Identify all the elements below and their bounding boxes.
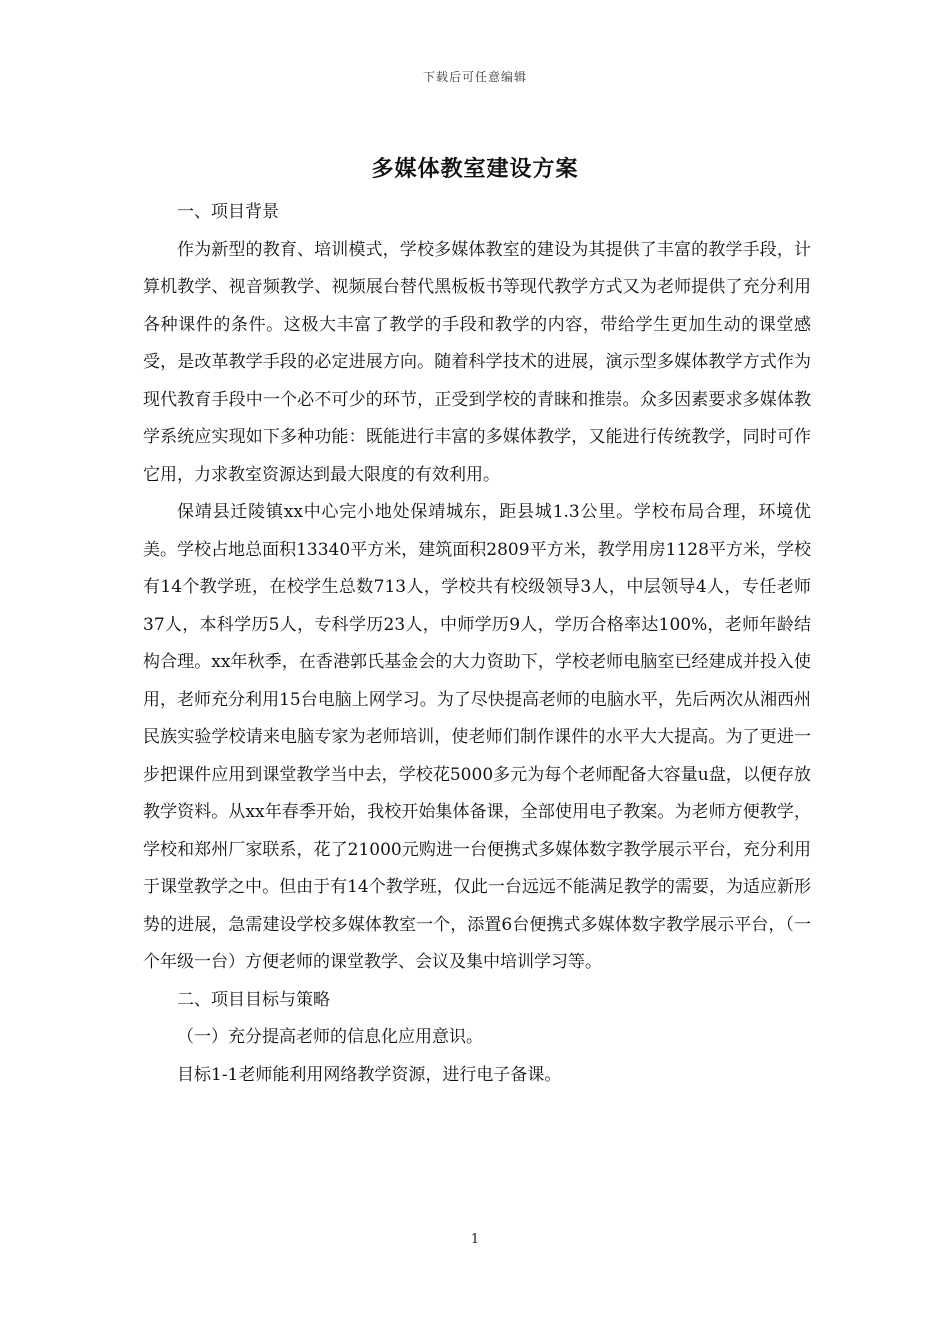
header-note: 下载后可任意编辑 [422,70,527,84]
page-number: 1 [470,1232,480,1247]
subsection-heading-awareness: （一）充分提高老师的信息化应用意识。 [177,1027,483,1047]
section-heading-goals: 二、项目目标与策略 [177,989,330,1010]
paragraph-background-intro: 作为新型的教育、培训模式，学校多媒体教室的建设为其提供了丰富的教学手段，计算机教学、视音频教学、视频展台替代黑板板书等现代教学方式又为老师提供了充分利用各种课件的条件。这极大丰富了教学的手段和教学的内容，带给学生更加生动的课堂感受，是改革教学手段的必定进展方向。随着科学技术的进展，演示型多媒体教学方式作为现代教育手段中一个必不可少的环节，正受到学校的青睐和推崇。众多因素要求多媒体教学系统应实现如下多种功能：既能进行丰富的多媒体教学，又能进行传统教学，同时可作它用，力求教室资源达到最大限度的有效利用。 [143,239,811,485]
document-body [143,194,811,1094]
paragraph-school-overview: 保靖县迁陵镇xx中心完小地处保靖城东，距县城1.3公里。学校布局合理，环境优美。学校占地总面积13340平方米，建筑面积2809平方米，教学用房1128平方米，学校有14个教学班，在校学生总数713人，学校共有校级领导3人，中层领导4人，专任老师37人，本科学历5人，专科学历23人，中师学历9人，学历合格率达100%，老师年龄结构合理。xx年秋季，在香港郭氏基金会的大力资助下，学校老师电脑室已经建成并投入使用，老师充分利用15台电脑上网学习。为了尽快提高老师的电脑水平，先后两次从湘西州民族实验学校请来电脑专家为老师培训，使老师们制作课件的水平大大提高。为了更进一步把课件应用到课堂教学当中去，学校花5000多元为每个老师配备大容量u盘，以便存放教学资料。从xx年春季开始，我校开始集体备课，全部使用电子教案。为老师方便教学，学校和郑州厂家联系，花了21000元购进一台便携式多媒体数字教学展示平台，充分利用于课堂教学之中。但由于有14个教学班，仅此一台远远不能满足教学的需要，为适应新形势的进展，急需建设学校多媒体教室一个，添置6台便携式多媒体数字教学展示平台，（一个年级一台）方便老师的课堂教学、会议及集中培训学习等。 [143,502,811,972]
section-heading-background: 一、项目背景 [177,202,279,222]
goal-item-1-1: 目标1-1老师能利用网络教学资源，进行电子备课。 [177,1064,562,1085]
document-title: 多媒体教室建设方案 [371,156,579,182]
